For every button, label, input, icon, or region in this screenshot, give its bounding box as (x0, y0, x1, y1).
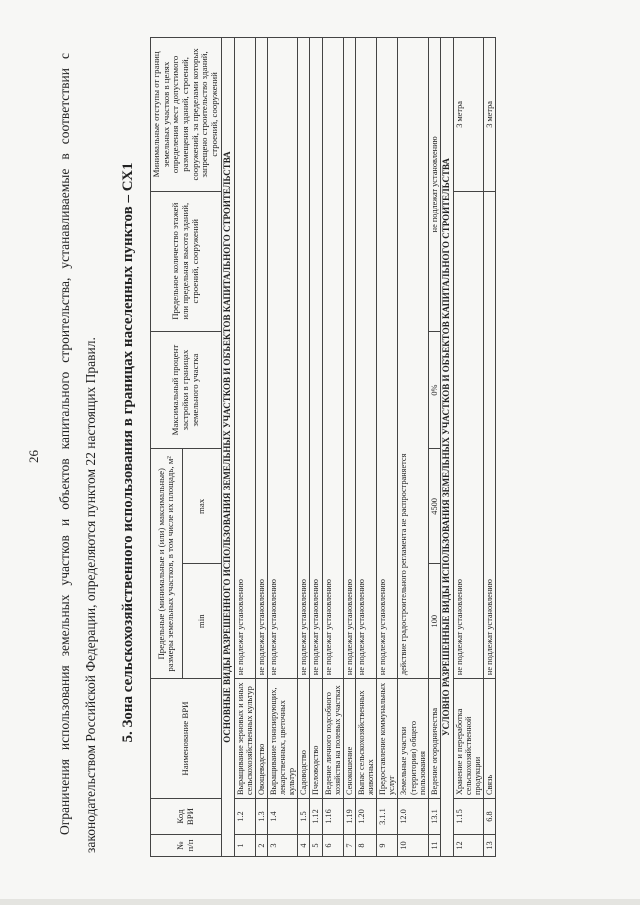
col-floors: Предельное количество этажей или предельная высота зданий, строений, сооружений (151, 191, 222, 331)
table-row (355, 38, 376, 857)
section-row-conditional (440, 38, 453, 857)
row-name: Связь (484, 679, 496, 799)
row-code: 3.1.1 (377, 799, 398, 835)
table-row (377, 38, 398, 857)
row-code: 1.19 (343, 799, 355, 835)
table-row (310, 38, 322, 857)
col-code: Код ВРИ (151, 799, 222, 835)
table-row (343, 38, 355, 857)
row-number: 1 (234, 835, 255, 857)
section-row-main (221, 38, 234, 857)
row-values: не подлежат установлению (298, 38, 310, 679)
row-code: 1.16 (322, 799, 343, 835)
row-values: действие градостроительного регламента не распространяется (398, 38, 428, 679)
table-row (453, 38, 483, 857)
col-name: Наименование ВРИ (151, 679, 222, 799)
zone-heading: 5. Зона сельскохозяйственного использования в границах населенных пунктов – СХ1 (120, 162, 136, 743)
row-setback: 3 метра (453, 38, 483, 192)
col-size: Предельные (минимальные и (или) максимальные) размеры земельных участков, в том числе их площадь, м² (151, 449, 183, 679)
row-values: не подлежат установлению (428, 38, 440, 332)
section-title: ОСНОВНЫЕ ВИДЫ РАЗРЕШЕННОГО ИСПОЛЬЗОВАНИЯ ЗЕМЕЛЬНЫХ УЧАСТКОВ И ОБЪЕКТОВ КАПИТАЛЬНОГО СТРОИТЕЛЬСТВА (221, 38, 234, 857)
row-setback: 3 метра (484, 38, 496, 192)
row-name: Пчеловодство (310, 679, 322, 799)
row-name: Садоводство (298, 679, 310, 799)
row-number: 6 (322, 835, 343, 857)
row-name: Овощеводство (255, 679, 267, 799)
table-row (267, 38, 297, 857)
regulations-table (150, 37, 496, 857)
page-number: 26 (26, 450, 41, 463)
row-code: 1.3 (255, 799, 267, 835)
table-row (322, 38, 343, 857)
row-code: 1.4 (267, 799, 297, 835)
row-values: не подлежат установлению (453, 191, 483, 678)
row-min: 100 (428, 564, 440, 679)
row-name: Выращивание зерновых и иных сельскохозяйственных культур (234, 679, 255, 799)
row-name: Ведение огородничества (428, 679, 440, 799)
row-name: Выращивание тонизирующих, лекарственных, цветочных культур (267, 679, 297, 799)
row-code: 1.15 (453, 799, 483, 835)
row-values: не подлежат установлению (484, 191, 496, 678)
row-values: не подлежат установлению (234, 38, 255, 679)
row-number: 4 (298, 835, 310, 857)
row-name: Сенокошение (343, 679, 355, 799)
row-name: Ведение личного подсобного хозяйства на полевых участках (322, 679, 343, 799)
row-values: не подлежат установлению (310, 38, 322, 679)
row-number: 11 (428, 835, 440, 857)
section-title: УСЛОВНО РАЗРЕШЕННЫЕ ВИДЫ ИСПОЛЬЗОВАНИЯ ЗЕМЕЛЬНЫХ УЧАСТКОВ И ОБЪЕКТОВ КАПИТАЛЬНОГО СТРОИТЕЛЬСТВА (440, 38, 453, 857)
col-pct: Максимальный процент застройки в границах земельного участка (151, 331, 222, 449)
page-edge (0, 899, 640, 905)
row-max: 4500 (428, 449, 440, 564)
col-num: № п/п (151, 835, 222, 857)
row-number: 5 (310, 835, 322, 857)
row-code: 13.1 (428, 799, 440, 835)
row-name: Земельные участки (территории) общего пользования (398, 679, 428, 799)
row-number: 3 (267, 835, 297, 857)
row-code: 1.20 (355, 799, 376, 835)
table-row (484, 38, 496, 857)
table-row (398, 38, 428, 857)
table-row (428, 38, 440, 857)
row-code: 6.8 (484, 799, 496, 835)
row-code: 1.12 (310, 799, 322, 835)
row-code: 1.5 (298, 799, 310, 835)
row-number: 8 (355, 835, 376, 857)
row-number: 10 (398, 835, 428, 857)
row-name: Выпас сельскохозяйственных животных (355, 679, 376, 799)
row-code: 1.2 (234, 799, 255, 835)
row-number: 7 (343, 835, 355, 857)
row-number: 12 (453, 835, 483, 857)
table-row (234, 38, 255, 857)
row-values: не подлежат установлению (377, 38, 398, 679)
col-min: min (182, 564, 221, 679)
row-values: не подлежат установлению (343, 38, 355, 679)
row-number: 9 (377, 835, 398, 857)
row-values: не подлежат установлению (255, 38, 267, 679)
table-row (255, 38, 267, 857)
row-number: 2 (255, 835, 267, 857)
col-setback: Минимальные отступы от границ земельных участков в целях определения мест допустимого размещения зданий, строений, сооружений, за пределами которых запрещено строительство зданий, строений, сооружений (151, 38, 222, 192)
row-number: 13 (484, 835, 496, 857)
row-values: не подлежат установлению (355, 38, 376, 679)
col-max: max (182, 449, 221, 564)
header-row (151, 38, 183, 857)
row-name: Хранение и переработка сельскохозяйственной продукции (453, 679, 483, 799)
intro-paragraph: Ограничения использования земельных участков и объектов капитального строительства, устанавливаемые в соответствии с законодательством Российской Федерации, определяются пунктом 22 настоящих Правил. (57, 53, 98, 853)
row-pct: 0% (428, 331, 440, 449)
row-values: не подлежат установлению (322, 38, 343, 679)
row-name: Предоставление коммунальных услуг (377, 679, 398, 799)
row-code: 12.0 (398, 799, 428, 835)
row-values: не подлежат установлению (267, 38, 297, 679)
table-row (298, 38, 310, 857)
